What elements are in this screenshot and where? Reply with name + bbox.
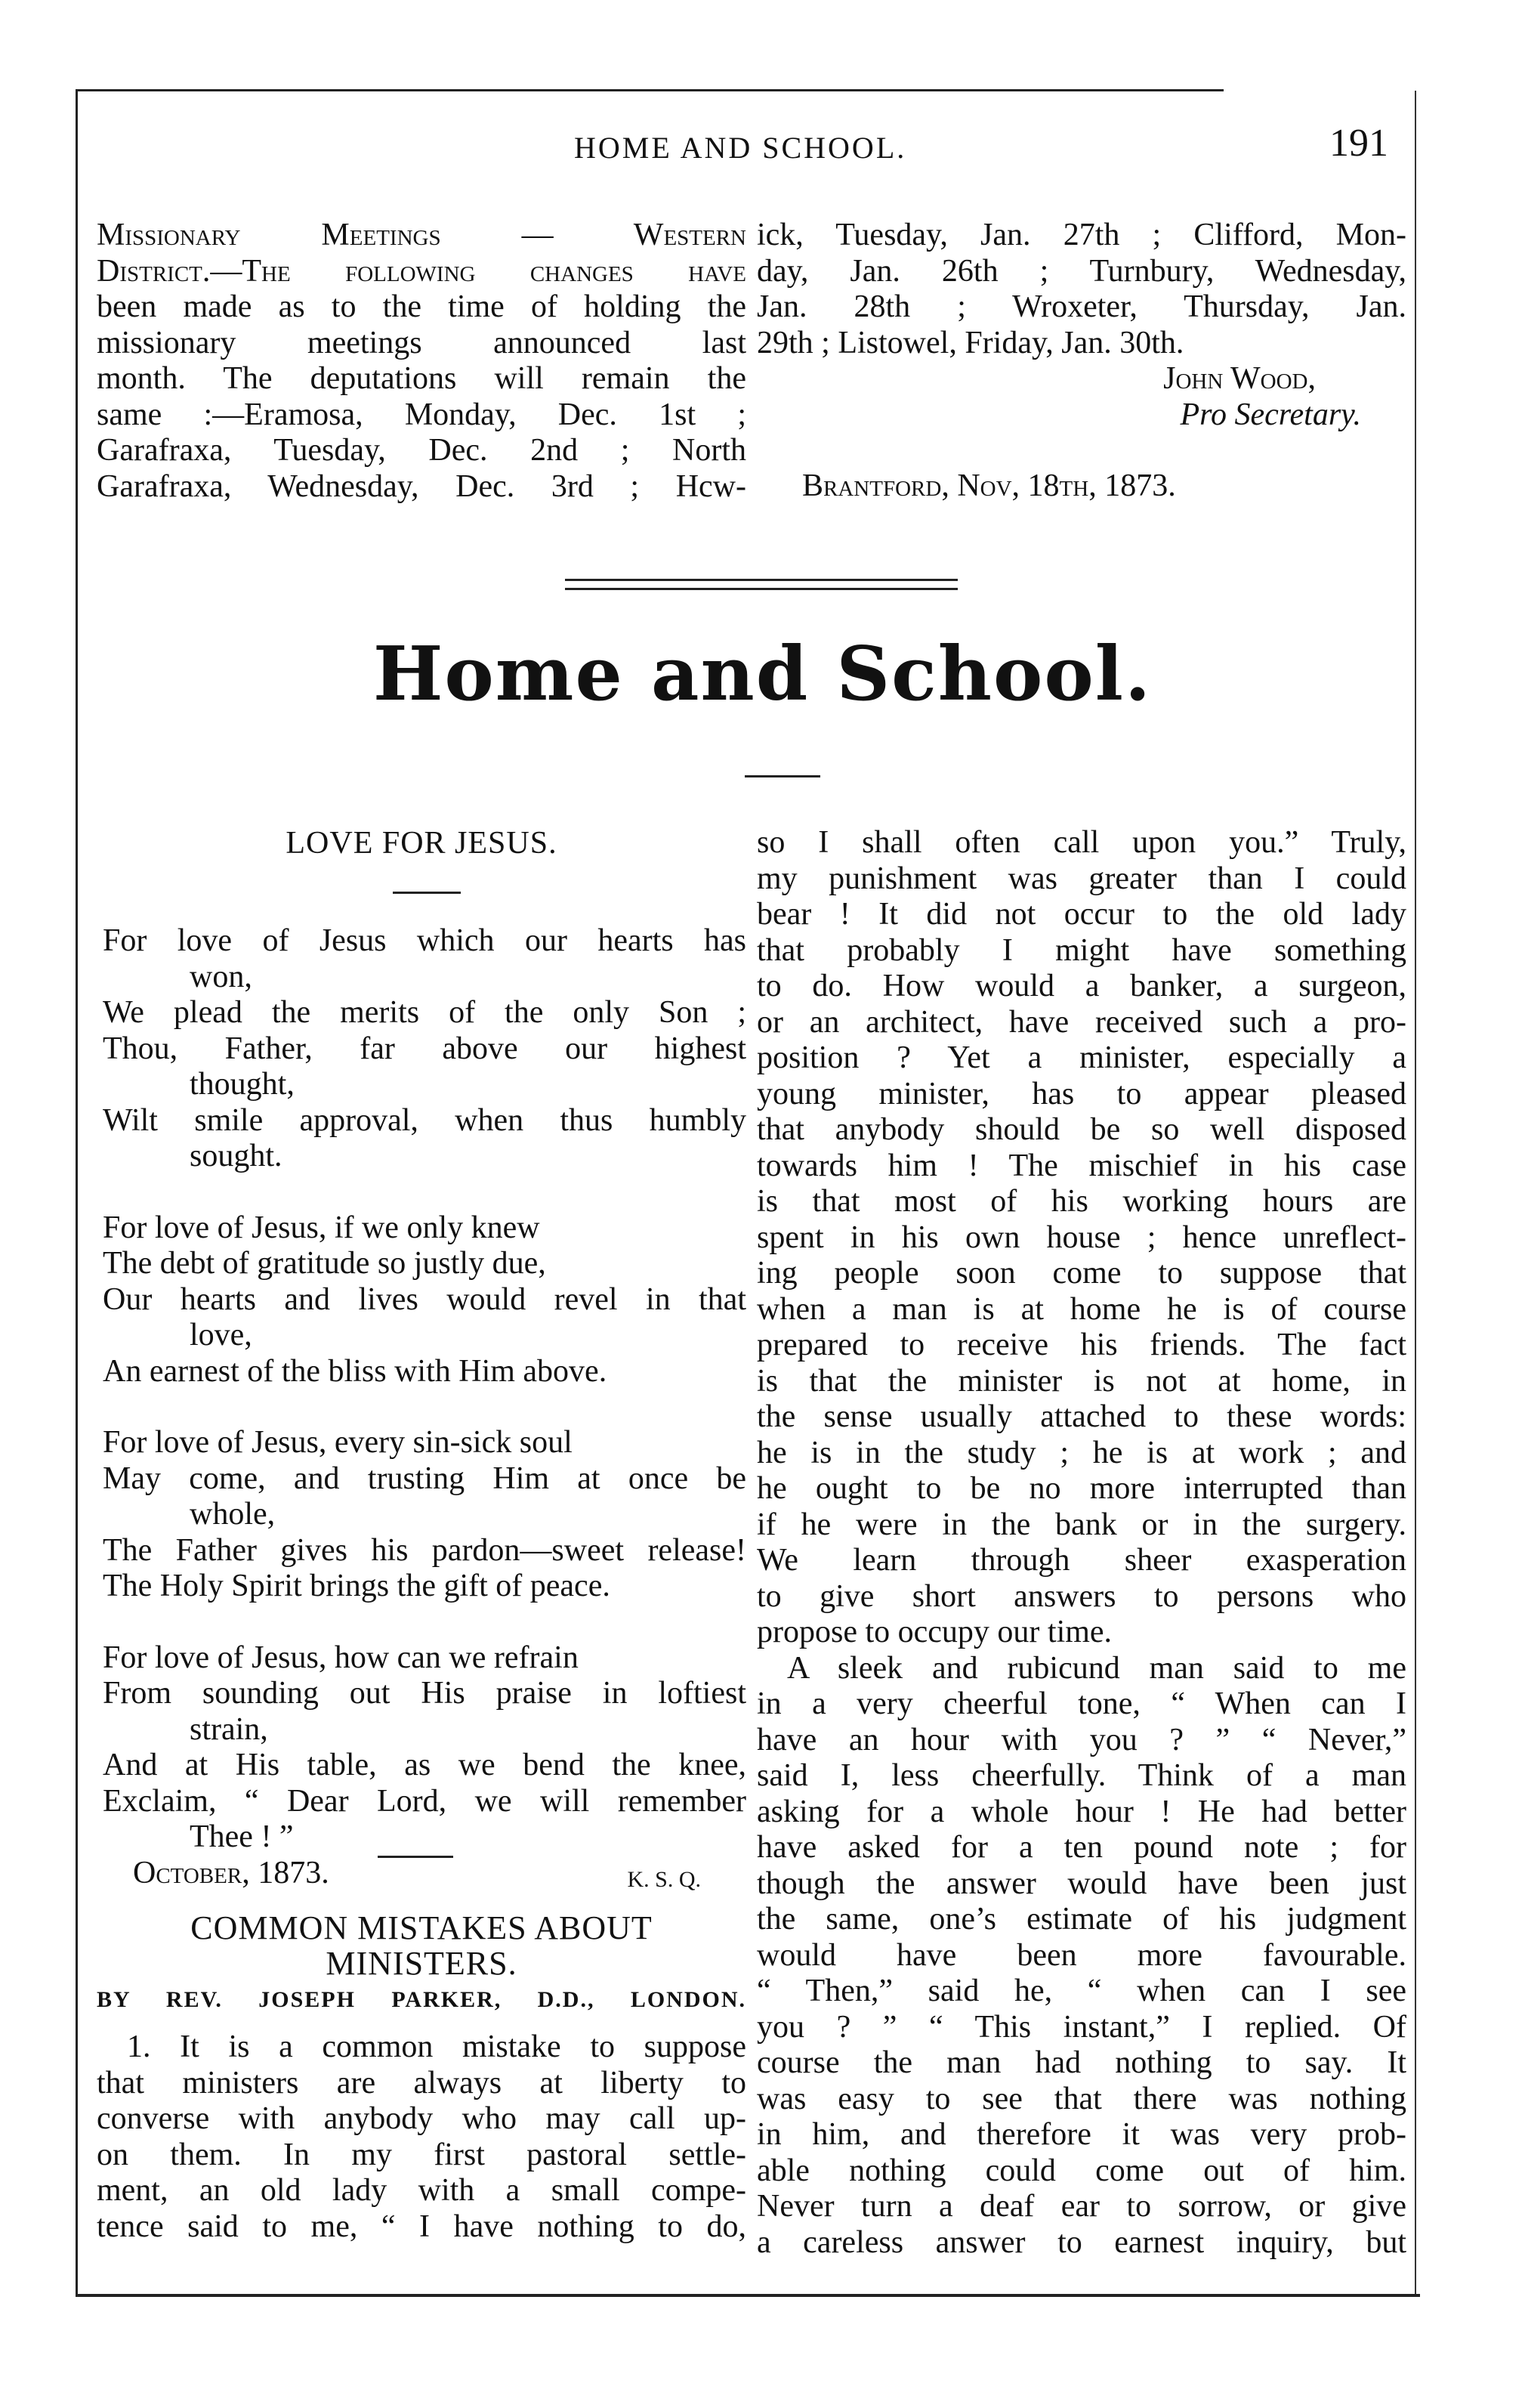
article-line: that probably I might have something [757, 932, 1406, 968]
article-line: bear ! It did not occur to the old lady [757, 897, 1406, 932]
missionary-notice-left [97, 218, 746, 505]
article-line: you ? ” “ This instant,” I replied. Of [757, 2009, 1406, 2045]
article-line: if he were in the bank or in the surgery. [757, 1507, 1406, 1542]
article-line: that ministers are always at liberty to [97, 2065, 746, 2100]
poem-line: love, [190, 1318, 252, 1352]
article-line: my punishment was greater than I could [757, 861, 1406, 896]
notice-line: missionary meetings announced last [97, 325, 746, 360]
notice-line: day, Jan. 26th ; Turnbury, Wednesday, [757, 253, 1406, 289]
article-line: when a man is at home he is of course [757, 1291, 1406, 1327]
article-line: said I, less cheerfully. Think of a man [757, 1758, 1406, 1793]
article-line: so I shall often call upon you.” Truly, [757, 825, 1406, 860]
article-column-left [97, 2029, 746, 2245]
poem-date: October, 1873. [133, 1855, 329, 1890]
poem-line: strain, [190, 1711, 268, 1747]
article-line: he is in the study ; he is at work ; and [757, 1435, 1406, 1470]
article-line: propose to occupy our time. [757, 1615, 1113, 1649]
notice-line: Garafraxa, Tuesday, Dec. 2nd ; North [97, 433, 746, 468]
notice-line-district: District.—The following changes have [97, 253, 746, 289]
poem-line: The Holy Spirit brings the gift of peace. [103, 1569, 610, 1603]
notice-signature-title: Pro Secretary. [1180, 397, 1361, 432]
section-title-rule [745, 775, 820, 777]
article-line: tence said to me, “ I have nothing to do, [97, 2209, 746, 2244]
article-line: prepared to receive his friends. The fact [757, 1328, 1406, 1362]
poem-line: For love of Jesus, if we only knew [103, 1210, 540, 1245]
notice-line [97, 254, 746, 290]
article-line: in him, and therefore it was very prob- [757, 2117, 1406, 2152]
poem-stanza [103, 1210, 746, 1390]
page-number: 191 [1329, 122, 1388, 165]
poem-line: The Father gives his pardon—sweet release! [103, 1532, 746, 1568]
article-line: A sleek and rubicund man said to me [787, 1650, 1406, 1686]
bottom-rule [76, 2294, 1420, 2297]
notice-line: Missionary Meetings — Western [97, 218, 746, 252]
section-title: Home and School. [372, 631, 1153, 718]
poem-line: whole, [190, 1497, 276, 1532]
poem-line: For love of Jesus, how can we refrain [103, 1640, 579, 1675]
article-line: would have been more favourable. [757, 1937, 1406, 1973]
poem-title-rule [393, 892, 461, 894]
poem-line: Thou, Father, far above our highest [103, 1031, 746, 1066]
article-line: is that most of his working hours are [757, 1184, 1406, 1219]
article-line: in a very cheerful tone, “ When can I [757, 1686, 1406, 1721]
poem-line: For love of Jesus which our hearts has [103, 923, 746, 958]
article-line: Never turn a deaf ear to sorrow, or give [757, 2189, 1406, 2224]
article-line: ment, an old lady with a small compe- [97, 2173, 746, 2208]
poem-stanza [103, 1425, 746, 1605]
notice-line: same :—Eramosa, Monday, Dec. 1st ; [97, 397, 746, 432]
article-line: on them. In my first pastoral settle- [97, 2137, 746, 2172]
missionary-notice-right [757, 218, 1406, 505]
section-divider [565, 579, 958, 590]
poem-line: Exclaim, “ Dear Lord, we will remember [103, 1783, 746, 1819]
poem [103, 923, 746, 1897]
notice-line: Garafraxa, Wednesday, Dec. 3rd ; Hcw- [97, 468, 746, 504]
notice-line: 29th ; Listowel, Friday, Jan. 30th. [757, 325, 1184, 360]
notice-place-date: Brantford, Nov, 18th, 1873. [802, 468, 1176, 503]
article-title-line: MINISTERS. [326, 1945, 517, 1982]
poem-line: We plead the merits of the only Son ; [103, 995, 746, 1030]
article-line: We learn through sheer exasperation [757, 1543, 1406, 1578]
article-line: position ? Yet a minister, especially a [757, 1040, 1406, 1075]
article-line: young minister, has to appear pleased [757, 1076, 1406, 1111]
poem-line: won, [190, 959, 252, 994]
poem-line: sought. [190, 1139, 282, 1173]
article-byline: BY REV. JOSEPH PARKER, D.D., LONDON. [97, 1987, 746, 2012]
article-line: a careless answer to earnest inquiry, but [757, 2224, 1406, 2260]
notice-line: been made as to the time of holding the [97, 289, 746, 324]
running-head: HOME AND SCHOOL. [574, 131, 907, 165]
notice-signature-name: John Wood, [1163, 361, 1316, 396]
article-line: converse with anybody who may call up- [97, 2101, 746, 2136]
notice-line: month. The deputations will remain the [97, 361, 746, 396]
article-line: “ Then,” said he, “ when can I see [757, 1974, 1406, 2008]
article-line: to do. How would a banker, a surgeon, [757, 969, 1406, 1003]
article-title-line: COMMON MISTAKES ABOUT [190, 1909, 653, 1946]
article-line: towards him ! The mischief in his case [757, 1148, 1406, 1183]
article-line: was easy to see that there was nothing [757, 2081, 1406, 2116]
article-line: though the answer would have been just [757, 1866, 1406, 1901]
article-line: 1. It is a common mistake to suppose [127, 2029, 746, 2064]
article-line: or an architect, have received such a pro- [757, 1004, 1406, 1040]
article-line: the sense usually attached to these words: [757, 1399, 1406, 1434]
poem-line: For love of Jesus, every sin-sick soul [103, 1425, 573, 1460]
article-line: he ought to be no more interrupted than [757, 1471, 1406, 1506]
poem-end-rule [378, 1856, 453, 1858]
article-line: course the man had nothing to say. It [757, 2045, 1406, 2080]
article-line: the same, one’s estimate of his judgment [757, 1902, 1406, 1937]
poem-line: May come, and trusting Him at once be [103, 1461, 746, 1496]
article-line: asking for a whole hour ! He had better [757, 1794, 1406, 1829]
article-line: able nothing could come out of him. [757, 2153, 1406, 2188]
article-line: have asked for a ten pound note ; for [757, 1830, 1406, 1865]
article-line: is that the minister is not at home, in [757, 1363, 1406, 1399]
article-title [97, 1910, 746, 1981]
poem-title: LOVE FOR JESUS. [286, 826, 557, 861]
poem-line: An earnest of the bliss with Him above. [103, 1353, 607, 1389]
article-line: have an hour with you ? ” “ Never,” [757, 1722, 1406, 1757]
poem-line: thought, [190, 1067, 295, 1102]
poem-line: From sounding out His praise in loftiest [103, 1676, 746, 1711]
poem-line: Thee ! ” [190, 1819, 294, 1854]
article-line: to give short answers to persons who [757, 1578, 1406, 1614]
article-line: ing people soon come to suppose that [757, 1256, 1406, 1291]
notice-line: ick, Tuesday, Jan. 27th ; Clifford, Mon- [757, 218, 1406, 252]
notice-line: Jan. 28th ; Wroxeter, Thursday, Jan. [757, 289, 1406, 324]
article-line: spent in his own house ; hence unreflect- [757, 1219, 1406, 1255]
article-column-right [757, 825, 1406, 2261]
poem-signature [103, 1856, 746, 1898]
poem-stanza [103, 1640, 746, 1856]
article-line: that anybody should be so well disposed [757, 1112, 1406, 1147]
poem-initials: K. S. Q. [627, 1866, 701, 1892]
poem-line: The debt of gratitude so justly due, [103, 1246, 546, 1281]
poem-line: Our hearts and lives would revel in that [103, 1281, 746, 1317]
poem-line: Wilt smile approval, when thus humbly [103, 1102, 746, 1138]
poem-stanza [103, 923, 746, 1175]
poem-line: And at His table, as we bend the knee, [103, 1748, 746, 1782]
